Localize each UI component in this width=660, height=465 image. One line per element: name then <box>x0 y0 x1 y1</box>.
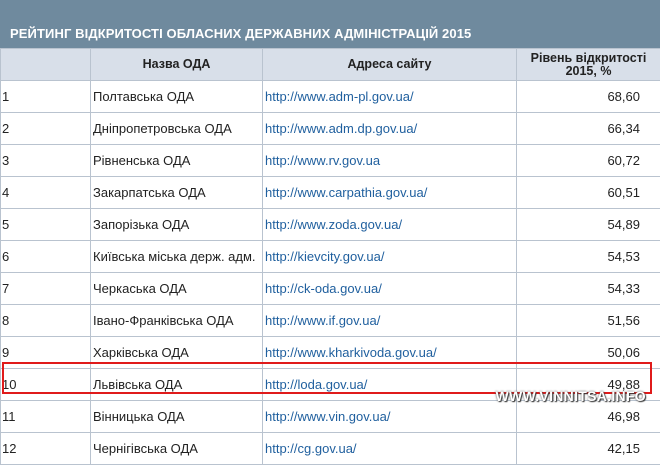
rank-cell: 9 <box>1 337 91 369</box>
score-cell: 60,51 <box>517 177 660 209</box>
name-cell: Івано-Франківська ОДА <box>91 305 263 337</box>
score-cell: 46,98 <box>517 401 660 433</box>
name-cell: Вінницька ОДА <box>91 401 263 433</box>
table-row <box>1 433 660 465</box>
rank-cell: 8 <box>1 305 91 337</box>
score-cell: 42,15 <box>517 433 660 465</box>
score-cell: 54,89 <box>517 209 660 241</box>
name-cell: Полтавська ОДА <box>91 81 263 113</box>
name-cell: Чернігівська ОДА <box>91 433 263 465</box>
score-cell: 60,72 <box>517 145 660 177</box>
score-cell: 50,06 <box>517 337 660 369</box>
rank-cell: 6 <box>1 241 91 273</box>
header-rank <box>1 49 91 81</box>
site-link[interactable]: http://www.kharkivoda.gov.ua/ <box>263 337 517 369</box>
site-link[interactable]: http://www.if.gov.ua/ <box>263 305 517 337</box>
table-row <box>1 305 660 337</box>
rank-cell: 1 <box>1 81 91 113</box>
name-cell: Дніпропетровська ОДА <box>91 113 263 145</box>
score-cell: 49,88 <box>517 369 660 401</box>
site-link[interactable]: http://www.adm-pl.gov.ua/ <box>263 81 517 113</box>
watermark: WWW.VINNITSA.INFO <box>495 388 646 404</box>
score-cell: 66,34 <box>517 113 660 145</box>
table-row <box>1 337 660 369</box>
site-link[interactable]: http://www.adm.dp.gov.ua/ <box>263 113 517 145</box>
name-cell: Харківська ОДА <box>91 337 263 369</box>
table-row <box>1 177 660 209</box>
name-cell: Львівська ОДА <box>91 369 263 401</box>
score-cell: 54,33 <box>517 273 660 305</box>
table-row <box>1 401 660 433</box>
table-row <box>1 113 660 145</box>
rank-cell: 4 <box>1 177 91 209</box>
table-row <box>1 81 660 113</box>
rank-cell: 12 <box>1 433 91 465</box>
site-link[interactable]: http://www.carpathia.gov.ua/ <box>263 177 517 209</box>
table-row <box>1 145 660 177</box>
rank-cell: 7 <box>1 273 91 305</box>
rank-cell: 2 <box>1 113 91 145</box>
header-site: Адреса сайту <box>263 49 517 81</box>
name-cell: Закарпатська ОДА <box>91 177 263 209</box>
header-name: Назва ОДА <box>91 49 263 81</box>
site-link[interactable]: http://cg.gov.ua/ <box>263 433 517 465</box>
rank-cell: 5 <box>1 209 91 241</box>
site-link[interactable]: http://kievcity.gov.ua/ <box>263 241 517 273</box>
table-row <box>1 273 660 305</box>
table-title: РЕЙТИНГ ВІДКРИТОСТІ ОБЛАСНИХ ДЕРЖАВНИХ АДМІНІСТРАЦІЙ 2015 <box>0 0 660 48</box>
site-link[interactable]: http://www.vin.gov.ua/ <box>263 401 517 433</box>
name-cell: Черкаська ОДА <box>91 273 263 305</box>
site-link[interactable]: http://ck-oda.gov.ua/ <box>263 273 517 305</box>
score-cell: 68,60 <box>517 81 660 113</box>
score-cell: 54,53 <box>517 241 660 273</box>
rank-cell: 10 <box>1 369 91 401</box>
site-link[interactable]: http://loda.gov.ua/ <box>263 369 517 401</box>
name-cell: Рівненська ОДА <box>91 145 263 177</box>
name-cell: Запорізька ОДА <box>91 209 263 241</box>
name-cell: Київська міська держ. адм. <box>91 241 263 273</box>
score-cell: 51,56 <box>517 305 660 337</box>
header-level: Рівень відкритості 2015, % <box>517 49 660 81</box>
site-link[interactable]: http://www.rv.gov.ua <box>263 145 517 177</box>
table-row <box>1 209 660 241</box>
rank-cell: 3 <box>1 145 91 177</box>
site-link[interactable]: http://www.zoda.gov.ua/ <box>263 209 517 241</box>
rank-cell: 11 <box>1 401 91 433</box>
table-row <box>1 241 660 273</box>
header-row <box>1 49 660 81</box>
